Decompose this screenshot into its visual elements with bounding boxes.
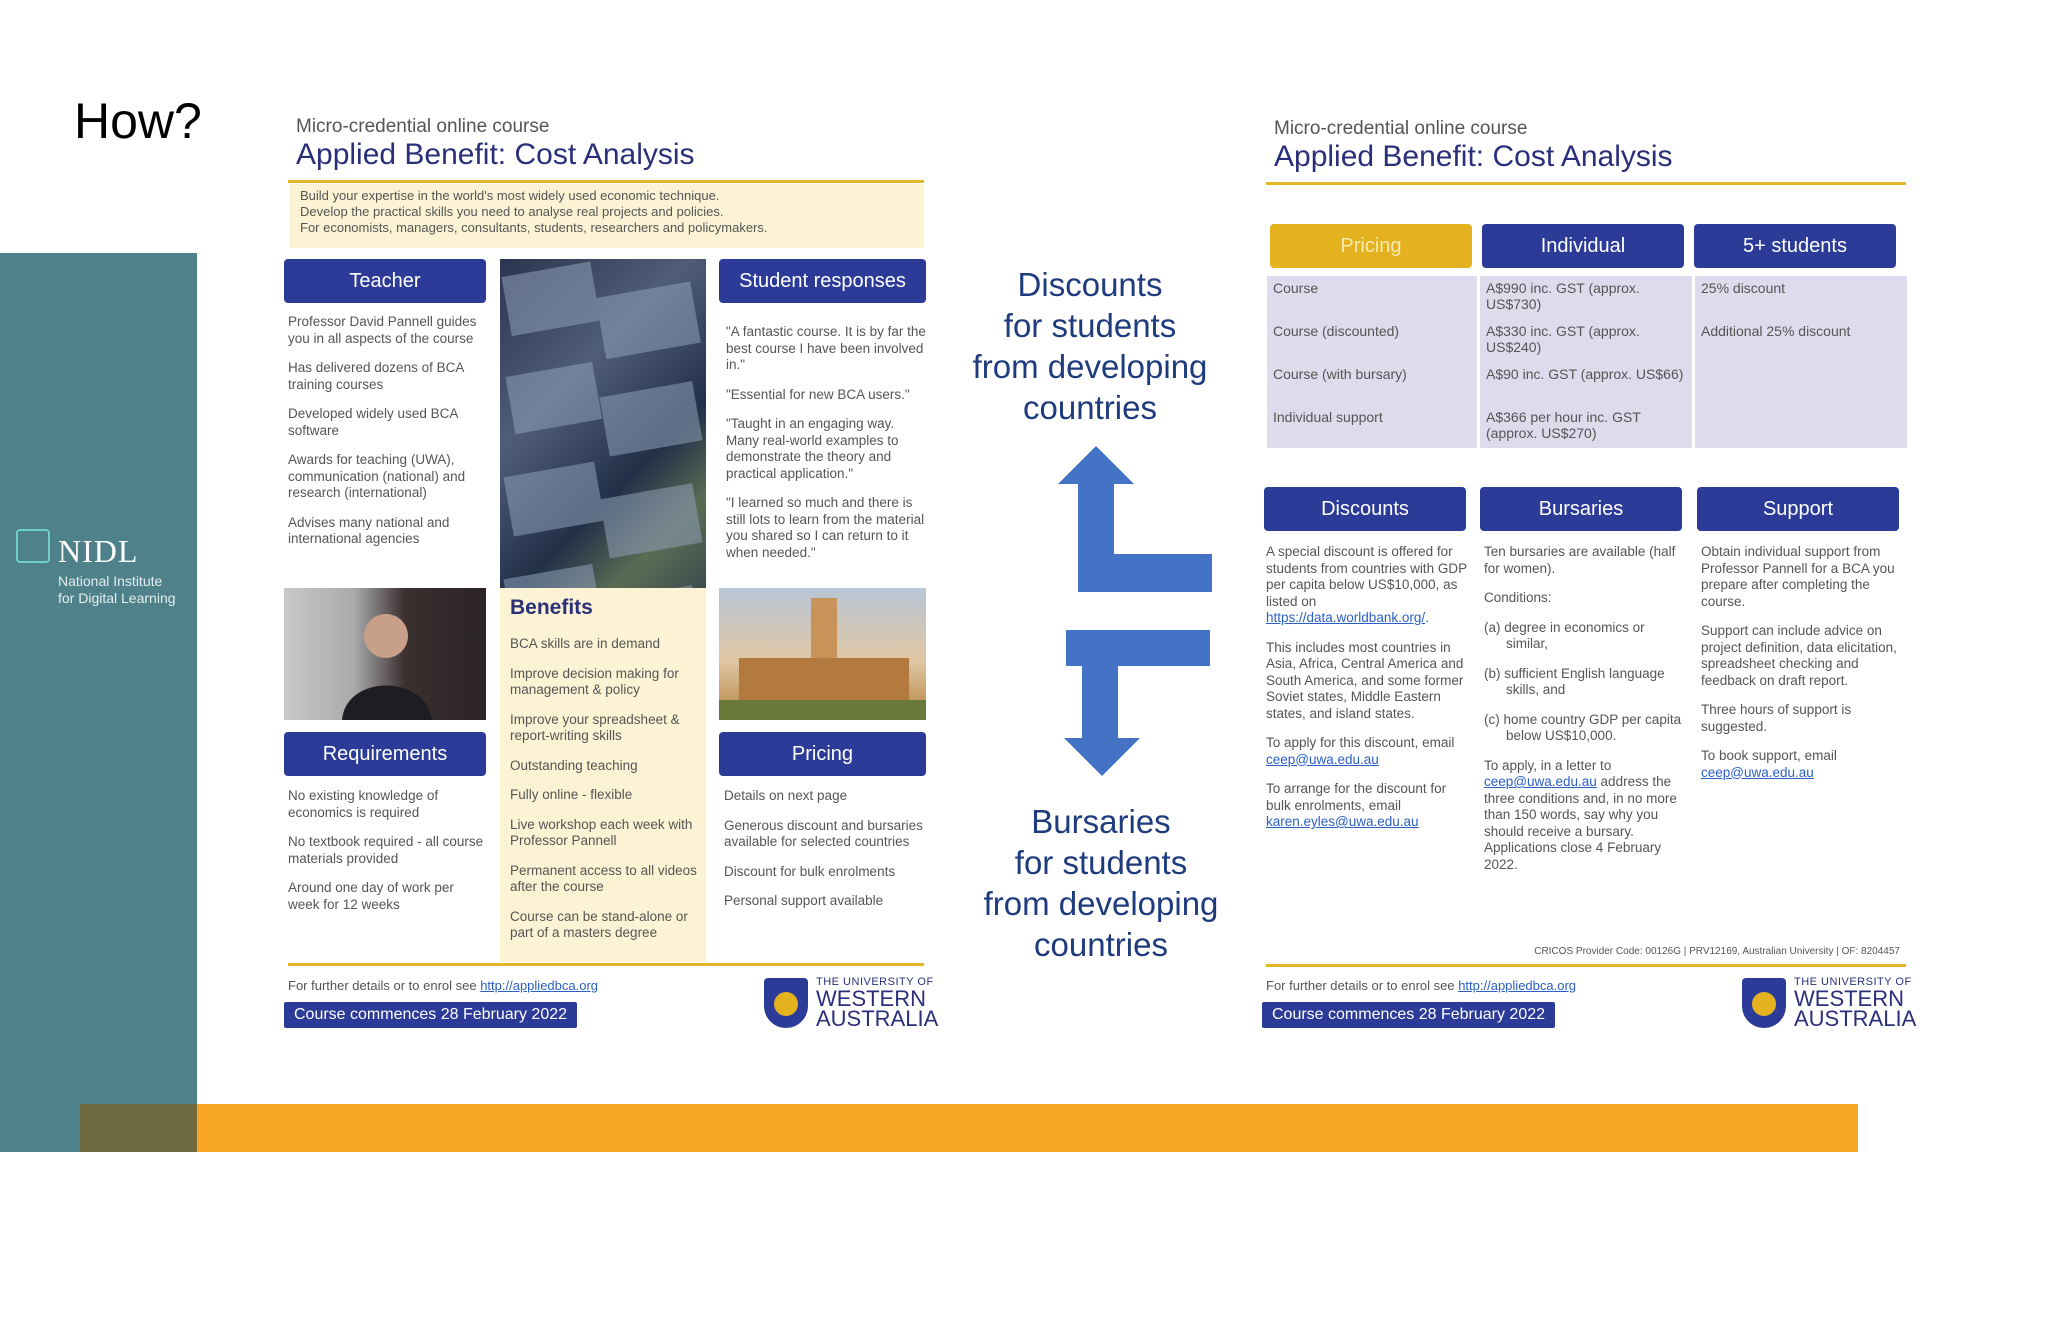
- pricing-header: Pricing: [719, 732, 926, 776]
- response-item: "I learned so much and there is still lots to learn from the material you shared so I can return to it when needed.": [726, 495, 925, 560]
- response-item: "A fantastic course. It is by far the best course I have been involved in.": [726, 324, 926, 372]
- uwa-logo: [1742, 976, 1917, 1031]
- course-commences-badge: Course commences 28 February 2022: [284, 1002, 577, 1028]
- nidl-mark-icon: [16, 529, 50, 563]
- student-responses-list: [726, 324, 926, 574]
- benefit-item: Improve decision making for management & policy: [510, 665, 679, 697]
- discounts-paragraph: To arrange for the discount for bulk enrolments, email karen.eyles@uwa.edu.au: [1266, 781, 1447, 829]
- bursary-condition: (c) home country GDP per capita below US$10,000.: [1484, 711, 1682, 743]
- uwa-line-2: WESTERN: [1794, 986, 1904, 1011]
- discounts-header: Discounts: [1264, 487, 1466, 531]
- bursaries-callout: [966, 801, 1236, 965]
- ceep-email-link[interactable]: ceep@uwa.edu.au: [1701, 764, 1814, 780]
- uwa-crest-icon: [764, 978, 808, 1028]
- footer-rule: [288, 963, 924, 966]
- callout-line: from developing: [972, 348, 1208, 385]
- discounts-paragraph: To apply for this discount, email ceep@uwa.edu.au: [1266, 735, 1455, 767]
- benefits-box: [500, 588, 706, 962]
- table-row: [1267, 276, 1907, 319]
- table-cell: 25% discount: [1695, 276, 1907, 319]
- bursaries-text: [1484, 544, 1684, 886]
- callout-line: for students: [1003, 307, 1177, 344]
- ceep-email-link[interactable]: ceep@uwa.edu.au: [1266, 751, 1379, 767]
- teacher-item: Professor David Pannell guides you in all aspects of the course: [288, 314, 477, 346]
- nidl-subtitle: National Institute for Digital Learning: [58, 573, 176, 606]
- dcu-swoosh-icon: [8, 1201, 188, 1281]
- bursary-condition: (b) sufficient English language skills, and: [1484, 665, 1665, 697]
- uwa-line-2: WESTERN: [816, 986, 926, 1011]
- bursaries-paragraph: Conditions:: [1484, 590, 1552, 605]
- benefit-item: Outstanding teaching: [510, 757, 638, 773]
- table-row: [1267, 362, 1907, 405]
- flyer-subtitle: Micro-credential online course: [1274, 118, 1528, 139]
- uwa-line-1: THE UNIVERSITY OF: [1794, 976, 1912, 988]
- footer-dark-block-overlay: [80, 1104, 197, 1152]
- slide-title: How?: [74, 93, 202, 149]
- discounts-paragraph: This includes most countries in Asia, Africa, Central America and South America, and some former Soviet states, Middle Eastern states, and island states.: [1266, 639, 1464, 721]
- bursaries-header: Bursaries: [1480, 487, 1682, 531]
- benefit-item: Live workshop each week with Professor Pannell: [510, 816, 693, 848]
- arrow-down-icon: [1064, 628, 1214, 778]
- intro-line: For economists, managers, consultants, students, researchers and policymakers.: [300, 220, 768, 235]
- table-cell: Course (discounted): [1267, 319, 1477, 362]
- group-header: 5+ students: [1694, 224, 1896, 268]
- benefit-item: BCA skills are in demand: [510, 636, 661, 651]
- intro-box: [290, 184, 924, 248]
- dcu-logo: [8, 1201, 188, 1338]
- pricing-item: Details on next page: [724, 788, 848, 803]
- nidl-name: NIDL: [58, 533, 139, 569]
- table-cell: A$90 inc. GST (approx. US$66): [1480, 362, 1692, 405]
- uwa-line-3: AUSTRALIA: [1794, 1006, 1917, 1031]
- benefits-header: Benefits: [510, 596, 593, 619]
- flyer-title: Applied Benefit: Cost Analysis: [296, 138, 695, 171]
- table-cell: A$990 inc. GST (approx. US$730): [1480, 276, 1692, 319]
- karen-email-link[interactable]: karen.eyles@uwa.edu.au: [1266, 814, 1419, 829]
- footer-orange-bar: [80, 1104, 1858, 1152]
- teacher-item: Has delivered dozens of BCA training courses: [288, 360, 464, 392]
- footer-rule: [1266, 964, 1906, 967]
- support-header: Support: [1697, 487, 1899, 531]
- title-rule: [1266, 182, 1906, 185]
- requirement-item: No existing knowledge of economics is required: [288, 788, 439, 820]
- callout-line: from developing: [983, 885, 1219, 922]
- benefit-item: Improve your spreadsheet & report-writing skills: [510, 711, 680, 743]
- teacher-item: Awards for teaching (UWA), communication (national) and research (international): [288, 452, 466, 500]
- discounts-text: [1266, 544, 1470, 844]
- benefits-list: [510, 636, 700, 955]
- teacher-item: Developed widely used BCA software: [288, 406, 458, 438]
- benefit-item: Course can be stand-alone or part of a masters degree: [510, 908, 688, 940]
- bursaries-paragraph: Ten bursaries are available (half for women).: [1484, 544, 1676, 576]
- discounts-callout: [955, 264, 1225, 428]
- individual-header: Individual: [1482, 224, 1684, 268]
- table-cell: [1695, 362, 1907, 405]
- intro-line: Build your expertise in the world's most widely used economic technique.: [300, 188, 720, 203]
- uwa-crest-icon: [1742, 978, 1786, 1028]
- ceep-email-link[interactable]: ceep@uwa.edu.au: [1484, 774, 1597, 789]
- callout-line: countries: [1023, 389, 1157, 426]
- table-row: [1267, 405, 1907, 448]
- teacher-header: Teacher: [284, 259, 486, 303]
- table-cell: A$330 inc. GST (approx. US$240): [1480, 319, 1692, 362]
- university-building-photo: [719, 588, 926, 720]
- pricing-table: [1264, 276, 1910, 448]
- table-cell: Individual support: [1267, 405, 1477, 448]
- title-rule: [288, 180, 924, 183]
- flyer-subtitle: Micro-credential online course: [296, 116, 550, 137]
- uwa-line-1: THE UNIVERSITY OF: [816, 976, 934, 988]
- pricing-list: [724, 788, 928, 923]
- benefit-item: Fully online - flexible: [510, 787, 633, 802]
- response-item: "Essential for new BCA users.": [726, 386, 910, 402]
- support-text: [1701, 544, 1905, 794]
- teacher-list: [288, 314, 488, 561]
- sidebar-panel: [0, 253, 197, 1338]
- callout-line: countries: [1034, 926, 1168, 963]
- requirements-list: [288, 788, 488, 926]
- course-commences-badge: Course commences 28 February 2022: [1262, 1002, 1555, 1028]
- cricos-code: CRICOS Provider Code: 00126G | PRV12169, Australian University | OF: 8204457: [1534, 946, 1900, 957]
- requirement-item: Around one day of work per week for 12 weeks: [288, 880, 454, 912]
- table-cell: A$366 per hour inc. GST (approx. US$270): [1480, 405, 1692, 448]
- student-responses-header: Student responses: [719, 259, 926, 303]
- requirement-item: No textbook required - all course materials provided: [288, 834, 484, 866]
- flyer-title: Applied Benefit: Cost Analysis: [1274, 140, 1673, 173]
- pricing-item: Generous discount and bursaries available for selected countries: [724, 817, 923, 849]
- benefit-item: Permanent access to all videos after the course: [510, 862, 697, 894]
- pricing-table-header: Pricing: [1270, 224, 1472, 268]
- callout-line: Bursaries: [1031, 803, 1171, 840]
- arrow-up-icon: [1056, 444, 1214, 594]
- enrol-details: For further details or to enrol see http://appliedbca.org: [288, 978, 599, 993]
- enrol-link[interactable]: http://appliedbca.org: [1458, 978, 1577, 993]
- pricing-item: Discount for bulk enrolments: [724, 863, 896, 879]
- support-paragraph: Obtain individual support from Professor Pannell for a BCA you prepare after completing the course.: [1701, 544, 1895, 609]
- callout-line: Discounts: [1017, 266, 1163, 303]
- uwa-logo: [764, 976, 939, 1031]
- pricing-item: Personal support available: [724, 893, 884, 908]
- uwa-line-3: AUSTRALIA: [816, 1006, 939, 1031]
- teacher-item: Advises many national and international agencies: [288, 514, 450, 546]
- table-cell: [1695, 405, 1907, 448]
- table-cell: Additional 25% discount: [1695, 319, 1907, 362]
- flyer-page-1: [282, 112, 939, 1038]
- discounts-paragraph: A special discount is offered for students from countries with GDP per capita below US$10,000, as listed on https://data.worldbank.org/.: [1266, 544, 1467, 625]
- callout-line: for students: [1014, 844, 1188, 881]
- table-cell: Course: [1267, 276, 1477, 319]
- requirements-header: Requirements: [284, 732, 486, 776]
- dcu-text: DCU: [30, 1276, 155, 1338]
- bursary-condition: (a) degree in economics or similar,: [1484, 619, 1645, 651]
- worldbank-link[interactable]: https://data.worldbank.org/: [1266, 610, 1426, 625]
- table-cell: Course (with bursary): [1267, 362, 1477, 405]
- table-row: [1267, 319, 1907, 362]
- support-paragraph: Three hours of support is suggested.: [1701, 702, 1852, 734]
- response-item: "Taught in an engaging way. Many real-world examples to demonstrate the theory and practical application.": [726, 416, 899, 481]
- support-paragraph: Support can include advice on project definition, data elicitation, spreadsheet checking and feedback on draft report.: [1701, 623, 1897, 688]
- enrol-link[interactable]: http://appliedbca.org: [480, 978, 599, 993]
- teacher-photo: [284, 588, 486, 720]
- bursaries-paragraph: To apply, in a letter to ceep@uwa.edu.au address the three conditions and, in no more than 150 words, say why you should receive a bursary. Applications close 4 February 2022.: [1484, 757, 1677, 872]
- flyer-page-2: [1258, 112, 1917, 1038]
- intro-line: Develop the practical skills you need to analyse real projects and policies.: [300, 204, 724, 219]
- enrol-details: For further details or to enrol see http://appliedbca.org: [1266, 978, 1577, 993]
- support-paragraph: To book support, email ceep@uwa.edu.au: [1701, 748, 1837, 780]
